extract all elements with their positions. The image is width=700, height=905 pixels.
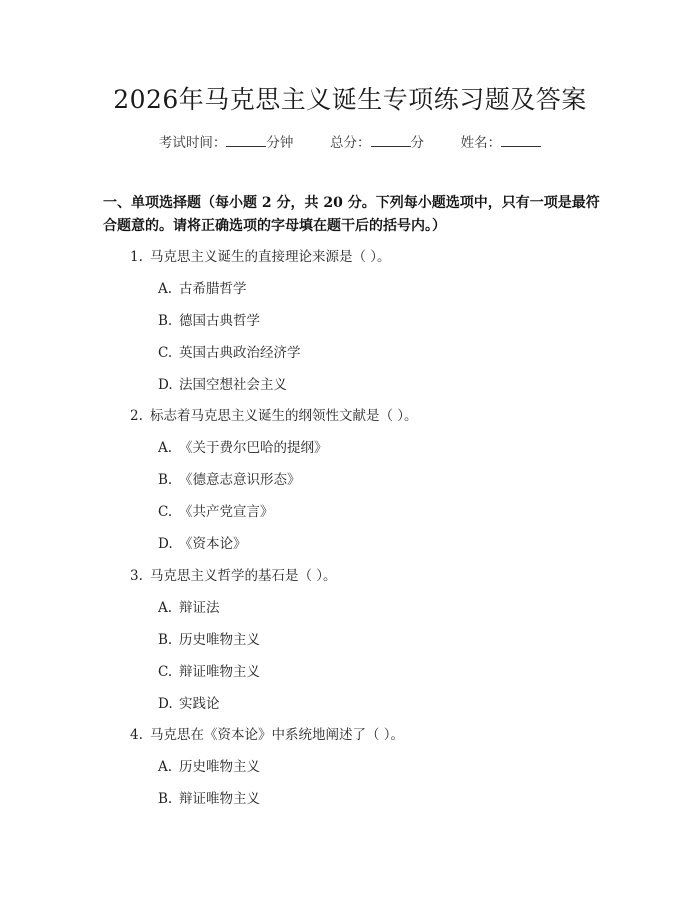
question-4 <box>130 723 404 743</box>
option-letter: A. <box>158 281 173 297</box>
option-text: 实践论 <box>179 696 220 712</box>
option-text: 《资本论》 <box>179 536 247 552</box>
question-3-option-d[interactable] <box>158 692 220 712</box>
option-text: 英国古典政治经济学 <box>179 345 301 361</box>
name-label: 姓名： <box>460 135 502 151</box>
option-text: 辩证唯物主义 <box>179 791 260 807</box>
option-text: 历史唯物主义 <box>179 632 260 648</box>
option-text: 历史唯物主义 <box>179 759 260 775</box>
option-letter: A. <box>158 440 173 456</box>
total-score-unit: 分 <box>410 135 424 151</box>
option-text: 《关于费尔巴哈的提纲》 <box>179 440 328 456</box>
question-text: 马克思主义诞生的直接理论来源是（ ）。 <box>150 249 391 265</box>
exam-time-label: 考试时间： <box>158 135 227 151</box>
option-letter: D. <box>158 696 173 712</box>
question-3 <box>130 564 337 584</box>
option-letter: C. <box>158 345 173 361</box>
option-letter: B. <box>158 791 173 807</box>
option-letter: A. <box>158 600 173 616</box>
option-letter: C. <box>158 504 173 520</box>
question-2-option-d[interactable] <box>158 532 247 552</box>
question-number: 1. <box>130 249 143 265</box>
total-score-blank[interactable] <box>371 132 411 147</box>
question-text: 标志着马克思主义诞生的纲领性文献是（ ）。 <box>150 408 418 424</box>
exam-time-unit: 分钟 <box>266 135 294 151</box>
exam-info-line <box>0 131 700 151</box>
question-text: 马克思在《资本论》中系统地阐述了（ ）。 <box>150 727 405 743</box>
option-letter: C. <box>158 664 173 680</box>
question-number: 3. <box>130 568 143 584</box>
total-score-label: 总分： <box>330 135 371 151</box>
question-3-option-b[interactable] <box>158 628 260 648</box>
question-1-option-c[interactable] <box>158 341 301 361</box>
option-text: 辩证法 <box>179 600 220 616</box>
option-text: 德国古典哲学 <box>179 313 260 329</box>
question-1-option-b[interactable] <box>158 309 260 329</box>
question-2 <box>130 404 418 424</box>
question-1 <box>130 245 391 265</box>
question-2-option-a[interactable] <box>158 436 328 456</box>
option-text: 《共产党宣言》 <box>179 504 274 520</box>
option-text: 辩证唯物主义 <box>179 664 260 680</box>
option-letter: B. <box>158 313 173 329</box>
question-number: 2. <box>130 408 143 424</box>
option-letter: A. <box>158 759 173 775</box>
question-2-option-b[interactable] <box>158 468 301 488</box>
exam-time-blank[interactable] <box>226 132 266 147</box>
question-4-option-a[interactable] <box>158 755 260 775</box>
option-letter: B. <box>158 632 173 648</box>
question-2-option-c[interactable] <box>158 500 274 520</box>
question-4-option-b[interactable] <box>158 787 260 807</box>
section-heading: 一、单项选择题（每小题 2 分，共 20 分。下列每小题选项中，只有一项是最符合题意的。请将正确选项的字母填在题干后的括号内。） <box>103 195 600 234</box>
name-field <box>461 131 542 151</box>
question-1-option-d[interactable] <box>158 373 287 393</box>
option-letter: B. <box>158 472 173 488</box>
question-number: 4. <box>130 727 143 743</box>
question-1-option-a[interactable] <box>158 277 247 297</box>
name-blank[interactable] <box>501 132 541 147</box>
page-title: 2026年马克思主义诞生专项练习题及答案 <box>113 85 587 114</box>
question-3-option-a[interactable] <box>158 596 220 616</box>
option-letter: D. <box>158 377 173 393</box>
option-text: 《德意志意识形态》 <box>179 472 301 488</box>
option-text: 法国空想社会主义 <box>179 377 287 393</box>
total-score-field <box>330 131 424 151</box>
option-text: 古希腊哲学 <box>179 281 247 297</box>
option-letter: D. <box>158 536 173 552</box>
question-text: 马克思主义哲学的基石是（ ）。 <box>150 568 337 584</box>
question-3-option-c[interactable] <box>158 660 260 680</box>
exam-time-field <box>159 131 294 151</box>
